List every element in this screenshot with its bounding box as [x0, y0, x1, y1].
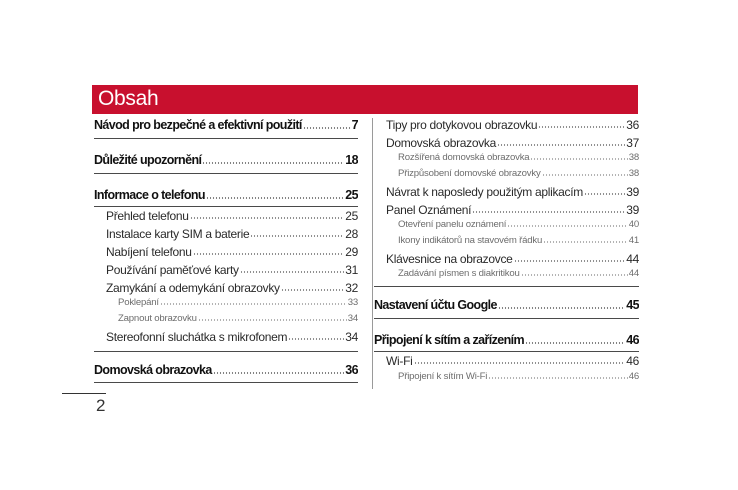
toc-entry-title: Otevření panelu oznámení	[398, 219, 507, 230]
toc-entry-page: 41	[628, 235, 639, 246]
toc-entry[interactable]	[94, 363, 358, 377]
dot-leader	[193, 253, 345, 255]
toc-entry-page: 45	[626, 298, 639, 312]
toc-entry[interactable]	[374, 333, 639, 347]
dot-leader	[525, 342, 625, 344]
toc-entry[interactable]	[374, 298, 639, 312]
toc-entry-page: 39	[626, 185, 639, 199]
toc-entry-page: 39	[626, 203, 639, 217]
toc-entry-page: 33	[347, 297, 358, 308]
section-rule	[94, 138, 358, 139]
dot-leader	[521, 274, 628, 276]
toc-entry-title: Přizpůsobení domovské obrazovky	[398, 168, 541, 179]
toc-entry[interactable]	[374, 235, 639, 246]
dot-leader	[542, 174, 628, 176]
toc-entry-title: Instalace karty SIM a baterie	[106, 227, 250, 241]
toc-entry[interactable]	[374, 118, 639, 132]
toc-entry-page: 34	[345, 330, 358, 344]
toc-entry[interactable]	[94, 297, 358, 308]
dot-leader	[250, 235, 344, 237]
section-rule	[374, 318, 639, 319]
toc-entry-title: Domovská obrazovka	[386, 136, 496, 150]
toc-entry-page: 38	[628, 152, 639, 163]
dot-leader	[507, 225, 627, 227]
dot-leader	[514, 260, 626, 262]
section-rule	[374, 351, 639, 352]
toc-entry-page: 34	[347, 313, 358, 324]
toc-entry[interactable]	[94, 245, 358, 259]
dot-leader	[202, 162, 344, 164]
toc-entry-page: 31	[345, 263, 358, 277]
toc-entry-page: 32	[345, 281, 358, 295]
dot-leader	[538, 126, 625, 128]
toc-entry-page: 36	[345, 363, 358, 377]
dot-leader	[414, 362, 626, 364]
dot-leader	[281, 289, 345, 291]
toc-entry-title: Zapnout obrazovku	[118, 313, 197, 324]
dot-leader	[543, 241, 628, 243]
toc-entry-page: 44	[626, 252, 639, 266]
section-rule	[374, 286, 639, 287]
toc-entry-page: 44	[628, 268, 639, 279]
toc-entry-title: Nabíjení telefonu	[106, 245, 192, 259]
toc-entry[interactable]	[374, 152, 639, 163]
toc-entry[interactable]	[374, 268, 639, 279]
toc-entry-page: 46	[626, 354, 639, 368]
toc-entry-title: Ikony indikátorů na stavovém řádku	[398, 235, 543, 246]
contents-header-banner	[92, 85, 638, 114]
toc-entry[interactable]	[94, 263, 358, 277]
toc-entry-page: 38	[628, 168, 639, 179]
toc-entry[interactable]	[374, 371, 639, 382]
toc-entry[interactable]	[94, 227, 358, 241]
page-number: 2	[96, 396, 106, 415]
dot-leader	[213, 372, 345, 374]
toc-entry-page: 28	[345, 227, 358, 241]
toc-entry-page: 7	[351, 118, 358, 132]
dot-leader	[472, 211, 625, 213]
toc-entry-title: Domovská obrazovka	[94, 363, 212, 377]
dot-leader	[240, 271, 345, 273]
toc-entry[interactable]	[374, 168, 639, 179]
toc-entry-page: 36	[626, 118, 639, 132]
toc-entry[interactable]	[94, 188, 358, 202]
dot-leader	[584, 193, 625, 195]
toc-entry-title: Návod pro bezpečné a efektivní použití	[94, 118, 302, 132]
toc-entry-title: Rozšířená domovská obrazovka	[398, 152, 530, 163]
section-rule	[94, 382, 358, 383]
toc-entry-title: Přehled telefonu	[106, 209, 189, 223]
toc-entry-title: Používání paměťové karty	[106, 263, 239, 277]
toc-entry[interactable]	[94, 209, 358, 223]
toc-entry[interactable]	[374, 354, 639, 368]
column-divider	[372, 118, 373, 389]
dot-leader	[497, 144, 625, 146]
contents-title: Obsah	[98, 87, 159, 110]
toc-entry-page: 25	[345, 188, 358, 202]
dot-leader	[488, 377, 628, 379]
section-rule	[94, 351, 358, 352]
toc-entry-page: 37	[626, 136, 639, 150]
toc-entry-page: 40	[628, 219, 639, 230]
toc-entry-title: Panel Oznámení	[386, 203, 472, 217]
toc-entry-title: Důležité upozornění	[94, 153, 202, 167]
dot-leader	[206, 197, 344, 199]
dot-leader	[288, 338, 344, 340]
section-rule	[94, 173, 358, 174]
toc-entry[interactable]	[374, 136, 639, 150]
toc-entry-title: Stereofonní sluchátka s mikrofonem	[106, 330, 288, 344]
toc-entry-page: 46	[628, 371, 639, 382]
toc-entry-page: 29	[345, 245, 358, 259]
toc-entry-page: 46	[626, 333, 639, 347]
toc-entry-title: Zadávání písmen s diakritikou	[398, 268, 520, 279]
toc-entry-title: Wi-Fi	[386, 354, 413, 368]
dot-leader	[530, 158, 627, 160]
toc-entry[interactable]	[94, 313, 358, 324]
toc-entry-title: Zamykání a odemykání obrazovky	[106, 281, 280, 295]
toc-entry[interactable]	[94, 330, 358, 344]
dot-leader	[160, 303, 347, 305]
toc-entry-page: 25	[345, 209, 358, 223]
dot-leader	[303, 127, 351, 129]
toc-entry-title: Nastavení účtu Google	[374, 298, 497, 312]
toc-entry[interactable]	[94, 153, 358, 167]
toc-entry-title: Poklepání	[118, 297, 159, 308]
toc-entry[interactable]	[94, 281, 358, 295]
toc-entry[interactable]	[94, 118, 358, 132]
dot-leader	[190, 217, 345, 219]
dot-leader	[498, 307, 625, 309]
toc-entry-title: Klávesnice na obrazovce	[386, 252, 513, 266]
toc-entry-title: Tipy pro dotykovou obrazovku	[386, 118, 538, 132]
toc-entry[interactable]	[374, 203, 639, 217]
toc-entry-title: Připojení k sítím a zařízením	[374, 333, 525, 347]
toc-entry-title: Návrat k naposledy použitým aplikacím	[386, 185, 583, 199]
toc-entry[interactable]	[374, 252, 639, 266]
section-rule	[94, 206, 358, 207]
toc-entry-title: Informace o telefonu	[94, 188, 205, 202]
toc-entry[interactable]	[374, 185, 639, 199]
toc-entry-title: Připojení k sítím Wi-Fi	[398, 371, 488, 382]
page-number-rule	[62, 393, 106, 394]
toc-entry-page: 18	[345, 153, 358, 167]
dot-leader	[198, 319, 347, 321]
toc-entry[interactable]	[374, 219, 639, 230]
